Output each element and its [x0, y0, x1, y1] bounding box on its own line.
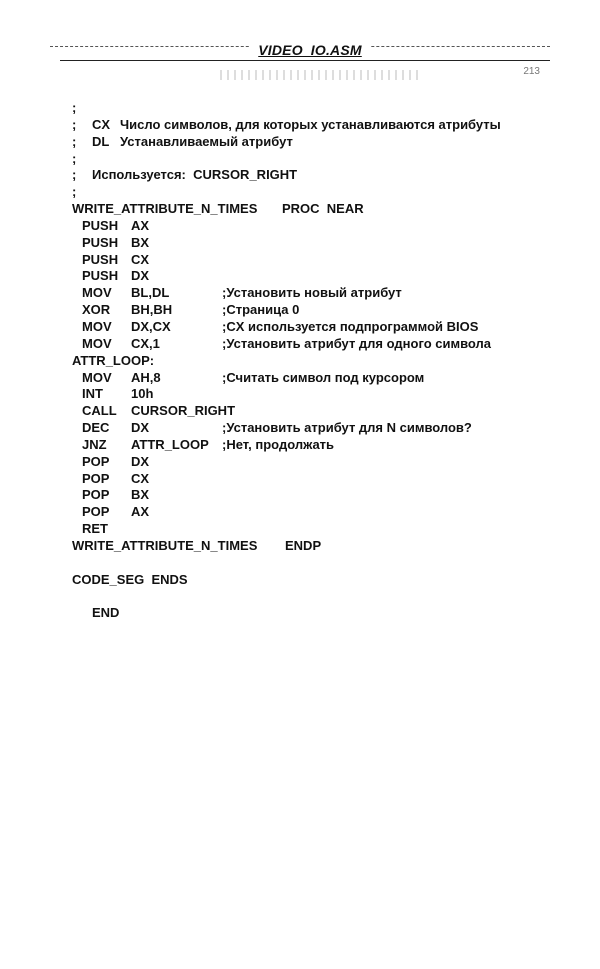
operands: CURSOR_RIGHT — [131, 403, 236, 419]
comment-semicolon: ; — [72, 184, 77, 200]
operands: CX,1 — [131, 335, 160, 351]
opcode: CALL — [82, 403, 117, 419]
inline-comment: ;Установить атрибут для N символов? — [222, 420, 472, 436]
proc-name: WRITE_ATTRIBUTE_N_TIMES — [72, 201, 258, 217]
code-line — [72, 218, 572, 235]
comment-line — [72, 167, 572, 184]
comment-semicolon: ; — [72, 100, 77, 115]
operands: DX,CX — [131, 318, 171, 334]
opcode: MOV — [82, 285, 112, 301]
comment-semicolon: ; — [72, 167, 77, 183]
opcode: POP — [82, 453, 110, 469]
code-line — [72, 252, 572, 269]
operands: CX — [131, 470, 150, 486]
code-line — [72, 268, 572, 285]
operands: AH,8 — [131, 369, 161, 385]
comment-semicolon: ; — [72, 150, 77, 166]
opcode: POP — [82, 470, 110, 486]
endp-directive: ENDP — [285, 537, 322, 553]
comment-semicolon: ; — [72, 116, 77, 132]
opcode: MOV — [82, 318, 112, 334]
header-title: VIDEO_IO.ASM — [250, 42, 370, 58]
code-line — [72, 521, 572, 538]
inline-comment: ;CX используется подпрограммой BIOS — [222, 318, 479, 334]
page-number: 213 — [523, 66, 540, 77]
inline-comment: ;Установить атрибут для одного символа — [222, 335, 492, 351]
segment-end — [72, 572, 572, 589]
comment-line — [72, 134, 572, 151]
proc-directive: PROC NEAR — [282, 201, 364, 217]
code-line — [72, 420, 572, 437]
comment-semicolon: ; — [72, 133, 77, 149]
comment-line — [72, 100, 572, 117]
running-header — [50, 42, 550, 77]
inline-comment: ;Страница 0 — [222, 302, 300, 318]
operands: AX — [131, 504, 150, 520]
opcode: MOV — [82, 369, 112, 385]
opcode: XOR — [82, 302, 111, 318]
operands: DX — [131, 268, 150, 284]
code-line — [72, 302, 572, 319]
operands: DX — [131, 453, 150, 469]
header-rule-bottom — [60, 60, 550, 61]
operands: CX — [131, 251, 150, 267]
opcode: DEC — [82, 420, 110, 436]
inline-comment: ;Считать символ под курсором — [222, 369, 425, 385]
operands: 10h — [131, 386, 154, 402]
code-line — [72, 471, 572, 488]
header-scan-noise — [220, 70, 420, 80]
code-listing — [72, 100, 572, 622]
code-line — [72, 370, 572, 387]
operands: DX — [131, 420, 150, 436]
proc-name: WRITE_ATTRIBUTE_N_TIMES — [72, 537, 258, 553]
code-line — [72, 487, 572, 504]
end-line — [72, 605, 572, 622]
opcode: PUSH — [82, 251, 119, 267]
code-line — [72, 235, 572, 252]
comment-text: Число символов, для которых устанавливаются атрибуты — [120, 116, 501, 132]
opcode: INT — [82, 386, 103, 402]
opcode: PUSH — [82, 268, 119, 284]
operands: BX — [131, 234, 150, 250]
code-line — [72, 403, 572, 420]
comment-text: Устанавливаемый атрибут — [120, 133, 293, 149]
opcode: POP — [82, 487, 110, 503]
opcode: PUSH — [82, 217, 119, 233]
inline-comment: ;Нет, продолжать — [222, 436, 335, 452]
code-line — [72, 504, 572, 521]
proc-end — [72, 538, 572, 555]
blank-line — [72, 588, 572, 605]
loop-label: ATTR_LOOP: — [72, 352, 155, 368]
operands: ATTR_LOOP — [131, 436, 209, 452]
opcode: POP — [82, 504, 110, 520]
code-line — [72, 319, 572, 336]
opcode: JNZ — [82, 436, 107, 452]
end-directive: END — [92, 605, 120, 621]
opcode: RET — [82, 521, 108, 537]
blank-line — [72, 555, 572, 572]
inline-comment: ;Установить новый атрибут — [222, 285, 402, 301]
opcode: PUSH — [82, 234, 119, 250]
operands: BX — [131, 487, 150, 503]
register-name: CX — [92, 116, 111, 132]
code-line — [72, 386, 572, 403]
comment-line — [72, 117, 572, 134]
opcode: MOV — [82, 335, 112, 351]
uses-comment: Используется: CURSOR_RIGHT — [92, 167, 298, 183]
operands: BH,BH — [131, 302, 173, 318]
proc-declaration — [72, 201, 572, 218]
register-name: DL — [92, 133, 110, 149]
operands: BL,DL — [131, 285, 170, 301]
code-line — [72, 336, 572, 353]
segment-ends: CODE_SEG ENDS — [72, 571, 188, 587]
operands: AX — [131, 217, 150, 233]
code-line — [72, 454, 572, 471]
code-line — [72, 437, 572, 454]
code-line — [72, 285, 572, 302]
label-line — [72, 353, 572, 370]
comment-line — [72, 151, 572, 168]
comment-line — [72, 184, 572, 201]
